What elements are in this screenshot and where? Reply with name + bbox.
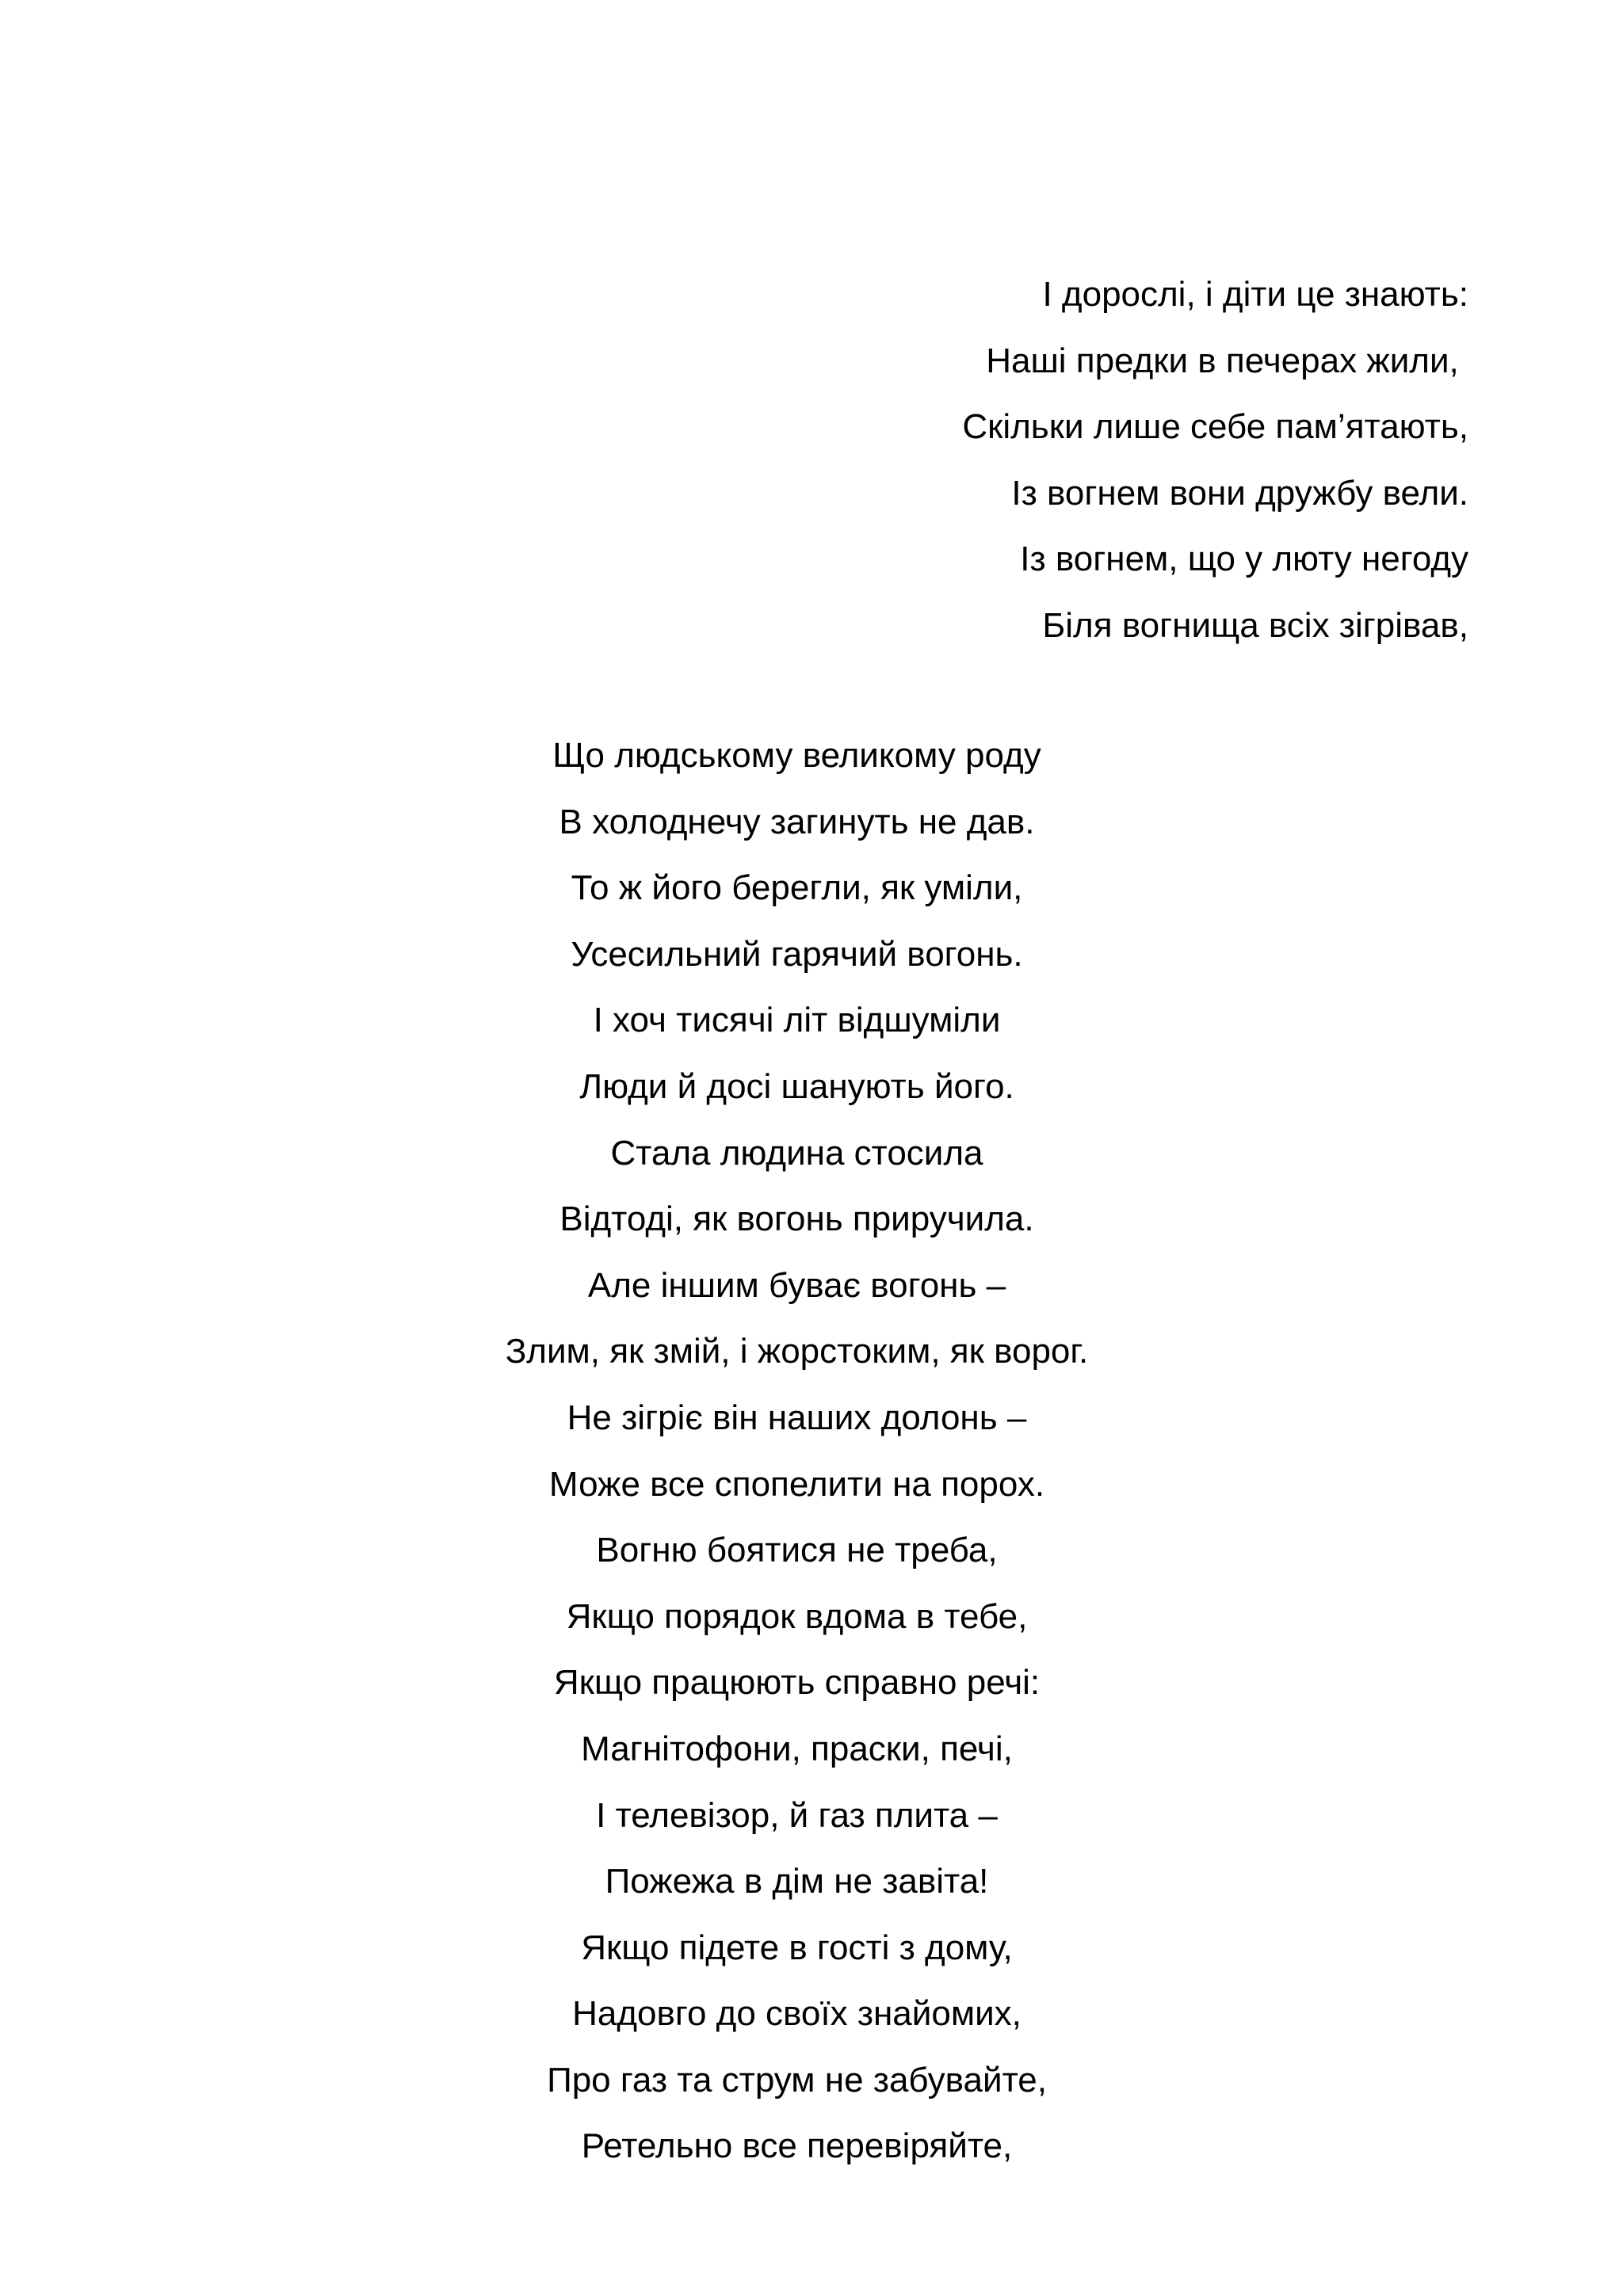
poem-line: І телевізор, й газ плита – [596, 1795, 998, 1835]
poem-line: Усесильний гарячий вогонь. [571, 934, 1023, 974]
poem-line: В холоднечу загинуть не дав. [559, 802, 1035, 841]
poem-line: Може все спопелити на порох. [548, 1464, 1045, 1504]
poem-line: Якщо порядок вдома в тебе, [566, 1596, 1028, 1636]
poem-line: Але іншим буває вогонь – [587, 1265, 1006, 1305]
poem-line: Магнітофони, праски, печі, [581, 1729, 1013, 1768]
poem-line: Якщо підете в гості з дому, [581, 1928, 1013, 1967]
poem-line: Про газ та струм не забувайте, [547, 2060, 1047, 2100]
poem-line: І дорослі, і діти це знають: [1042, 275, 1468, 314]
poem-line: Пожежа в дім не завіта! [605, 1862, 989, 1901]
poem-line: Вогню боятися не треба, [596, 1531, 998, 1570]
poem-line: Наші предки в печерах жили, [986, 341, 1468, 380]
poem-stanza-2 [0, 723, 1594, 2180]
poem-line: Люди й досі шанують його. [579, 1066, 1014, 1106]
poem-line: Надовго до своїх знайомих, [572, 1994, 1022, 2034]
poem-line: Ретельно все перевіряйте, [581, 2126, 1013, 2166]
poem-line: Злим, як змій, і жорстоким, як ворог. [505, 1332, 1089, 1371]
poem-line: Відтоді, як вогонь приручила. [559, 1199, 1034, 1239]
poem-line: Скільки лише себе пам’ятають, [962, 407, 1468, 446]
poem-line: Біля вогнища всіх зігрівав, [1042, 605, 1468, 645]
poem-line: Що людському великому роду [552, 736, 1041, 775]
poem-line: Не зігріє він наших долонь – [567, 1398, 1027, 1437]
poem-line: Із вогнем вони дружбу вели. [1011, 473, 1468, 513]
poem-line: Якщо працюють справно речі: [553, 1663, 1041, 1703]
poem-line: І хоч тисячі літ відшуміли [593, 1001, 1001, 1040]
poem-stanza-1 [962, 261, 1468, 658]
poem-line: Із вогнем, що у люту негоду [1020, 540, 1468, 578]
poem-line: Стала людина стосила [610, 1133, 983, 1173]
poem-line: То ж його берегли, як уміли, [571, 868, 1023, 908]
